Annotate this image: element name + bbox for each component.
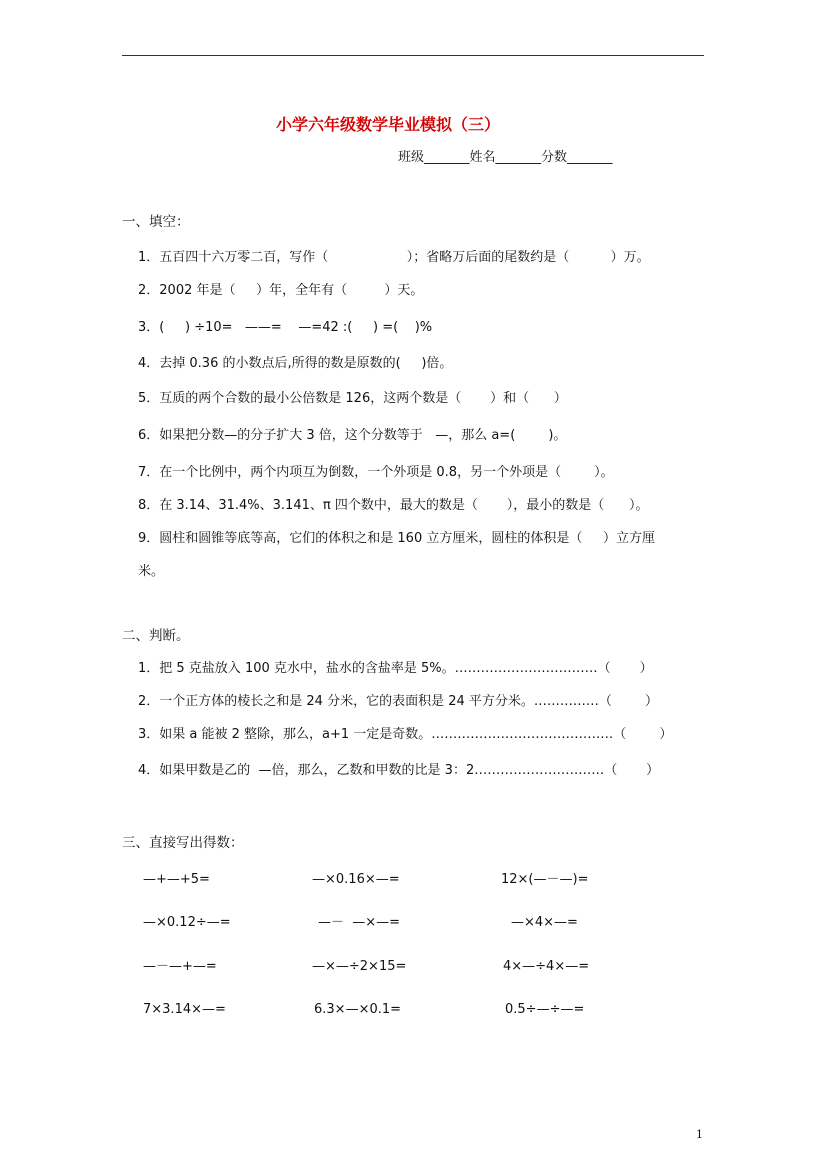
compute-item: 4×—÷4×—=: [503, 959, 590, 974]
compute-item: 7×3.14×—=: [143, 1002, 226, 1017]
page-number: 1: [696, 1128, 703, 1141]
compute-item: 12×(—－—)=: [501, 872, 589, 887]
judge-item: 4．如果甲数是乙的 —倍，那么，乙数和甲数的比是 3：2…………………………（ ）: [138, 763, 660, 778]
fill-item: 7．在一个比例中，两个内项互为倒数，一个外项是 0.8，另一个外项是（ ）。: [138, 465, 614, 480]
fill-item: 8．在 3.14、31.4%、3.141、π 四个数中，最大的数是（ ），最小的数是（ ）。: [138, 498, 649, 513]
compute-item: —×4×—=: [511, 915, 578, 930]
judge-item: 2．一个正方体的棱长之和是 24 分米，它的表面积是 24 平方分米。……………（ ）: [138, 694, 658, 709]
fill-item: 5．互质的两个合数的最小公倍数是 126，这两个数是（ ）和（ ）: [138, 391, 567, 406]
fill-item: 4．去掉 0.36 的小数点后,所得的数是原数的( )倍。: [138, 356, 453, 371]
compute-item: —×—÷2×15=: [312, 959, 407, 974]
compute-item: —+—+5=: [143, 872, 210, 887]
page-title: 小学六年级数学毕业模拟（三）: [276, 115, 501, 134]
judge-item: 1．把 5 克盐放入 100 克水中，盐水的含盐率是 5%。……………………………（ ）: [138, 661, 653, 676]
compute-item: —－ —×—=: [318, 915, 401, 930]
section-heading-fill: 一、填空：: [122, 214, 190, 230]
fill-item: 1．五百四十六万零二百，写作（ ）；省略万后面的尾数约是（ ）万。: [138, 250, 650, 265]
fill-item: 3．( ) ÷10= ——= —=42 :( ) =( )%: [138, 320, 433, 335]
section-heading-judge: 二、判断。: [122, 628, 190, 644]
compute-item: —×0.16×—=: [312, 872, 400, 887]
compute-item: 6.3×—×0.1=: [314, 1002, 402, 1017]
header-rule: [122, 55, 704, 56]
judge-item: 3．如果 a 能被 2 整除，那么，a+1 一定是奇数。……………………………………（ ）: [138, 727, 673, 742]
compute-item: —×0.12÷—=: [143, 915, 231, 930]
fill-item: 9．圆柱和圆锥等底等高，它们的体积之和是 160 立方厘米，圆柱的体积是（ ）立方厘: [138, 531, 656, 546]
compute-item: 0.5÷—÷—=: [505, 1002, 585, 1017]
fill-item: 2．2002 年是（ ）年，全年有（ ）天。: [138, 283, 424, 298]
fill-item: 6．如果把分数—的分子扩大 3 倍，这个分数等于 —，那么 a=( )。: [138, 428, 567, 443]
compute-item: —－—+—=: [143, 959, 217, 974]
section-heading-compute: 三、直接写出得数：: [122, 835, 244, 851]
fill-item-continuation: 米。: [138, 564, 165, 579]
student-info-line: 班级_______姓名_______分数_______: [398, 150, 613, 165]
